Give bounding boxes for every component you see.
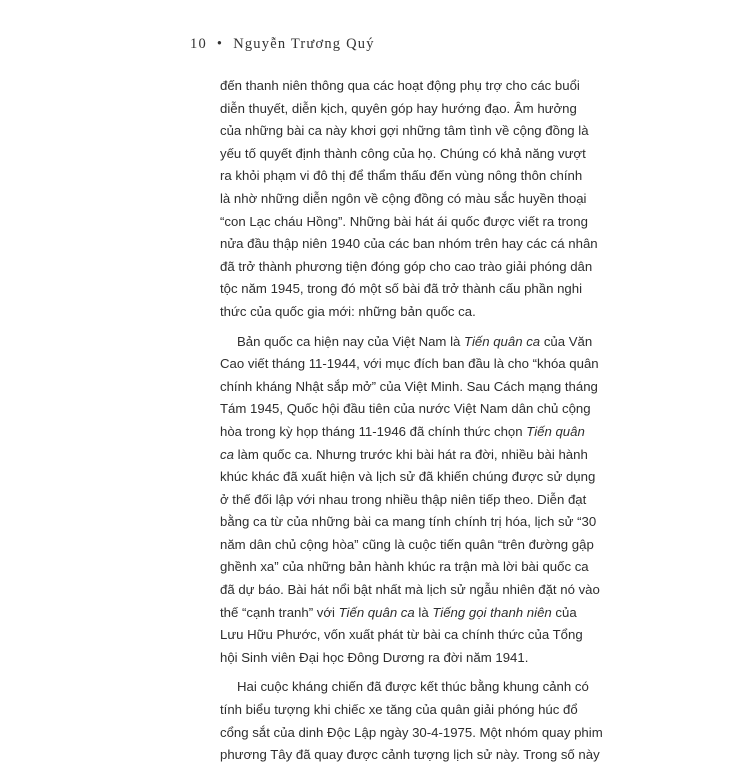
text-line: ở thế đối lập với nhau trong nhiều thập niên tiếp theo. Diễn đạt [220, 491, 587, 507]
text-line: nửa đầu thập niên 1940 của các ban nhóm trên hay các cá nhân [220, 236, 598, 252]
text-line: hội Sinh viên Đại học Đông Dương ra đời năm 1941. [220, 649, 529, 665]
text-line: Lưu Hữu Phước, vốn xuất phát từ bài ca chính thức của Tổng [220, 627, 583, 643]
text-line: đã dự báo. Bài hát nổi bật nhất mà lịch sử ngẫu nhiên đặt nó vào [220, 582, 600, 598]
text-line: Cao viết tháng 11-1944, với mục đích ban đầu là cho “khóa quân [220, 356, 599, 372]
body-text [220, 75, 603, 767]
paragraph-2 [220, 331, 600, 670]
page-number: 10 [190, 36, 207, 52]
paragraph-1 [220, 75, 598, 324]
text-line: của những bài ca này khơi gợi những tâm tình về cộng đồng là [220, 123, 589, 139]
text-line: thức của quốc gia mới: những bản quốc ca. [220, 303, 476, 319]
text-line: cổng sắt của dinh Độc Lập ngày 30-4-1975. Một nhóm quay phim [220, 724, 603, 740]
text-line: chính kháng Nhật sắp mở” của Việt Minh. Sau Cách mạng tháng [220, 378, 598, 394]
text-line: năm dân chủ cộng hòa” cũng là cuộc tiến quân “trên đường gập [220, 536, 594, 552]
text-line: đã trở thành phương tiện đóng góp cho cao trào giải phóng dân [220, 258, 593, 274]
text-line: Bản quốc ca hiện nay của Việt Nam là Tiến quân ca của Văn [237, 333, 593, 349]
text-line: thế “cạnh tranh” với Tiến quân ca là Tiếng gọi thanh niên của [220, 604, 577, 620]
text-line: Hai cuộc kháng chiến đã được kết thúc bằng khung cảnh có [237, 679, 589, 695]
text-line: là nhờ những diễn ngôn về cộng đồng có màu sắc huyền thoại [220, 190, 587, 206]
text-line: tính biểu tượng khi chiếc xe tăng của quân giải phóng húc đổ [220, 702, 578, 718]
paragraph-3 [220, 676, 603, 766]
text-line: Tám 1945, Quốc hội đầu tiên của nước Việt Nam dân chủ cộng [220, 401, 591, 417]
text-line: diễn thuyết, diễn kịch, quyên góp hay hướng đạo. Âm hưởng [220, 100, 577, 116]
header-separator: • [216, 36, 224, 52]
text-line: ghềnh xa” của những bản hành khúc ra trận mà lời bài quốc ca [220, 559, 589, 575]
text-line: tộc năm 1945, trong đó một số bài đã trở thành cấu phần nghi [220, 281, 583, 297]
text-line: đến thanh niên thông qua các hoạt động phụ trợ cho các buổi [220, 78, 580, 93]
author-name: Nguyễn Trương Quý [233, 36, 375, 52]
text-line: bằng ca từ của những bài ca mang tính chính trị hóa, lịch sử “30 [220, 514, 597, 530]
text-line: “con Lạc cháu Hồng”. Những bài hát ái quốc được viết ra trong [220, 213, 588, 229]
text-line: phương Tây đã quay được cảnh tượng lịch sử này. Trong số này [220, 747, 600, 763]
text-line: hòa trong kỳ họp tháng 11-1946 đã chính thức chọn Tiến quân [220, 423, 585, 439]
running-header [190, 36, 375, 53]
text-line: khúc khác đã xuất hiện và lịch sử đã khiến chúng được sử dụng [220, 469, 596, 485]
text-line: yếu tố quyết định thành công của họ. Chúng có khả năng vượt [220, 145, 586, 161]
text-line: ca làm quốc ca. Nhưng trước khi bài hát ra đời, nhiều bài hành [220, 446, 588, 462]
text-line: ra khỏi phạm vi đô thị để thẩm thấu đến vùng nông thôn chính [220, 168, 583, 184]
